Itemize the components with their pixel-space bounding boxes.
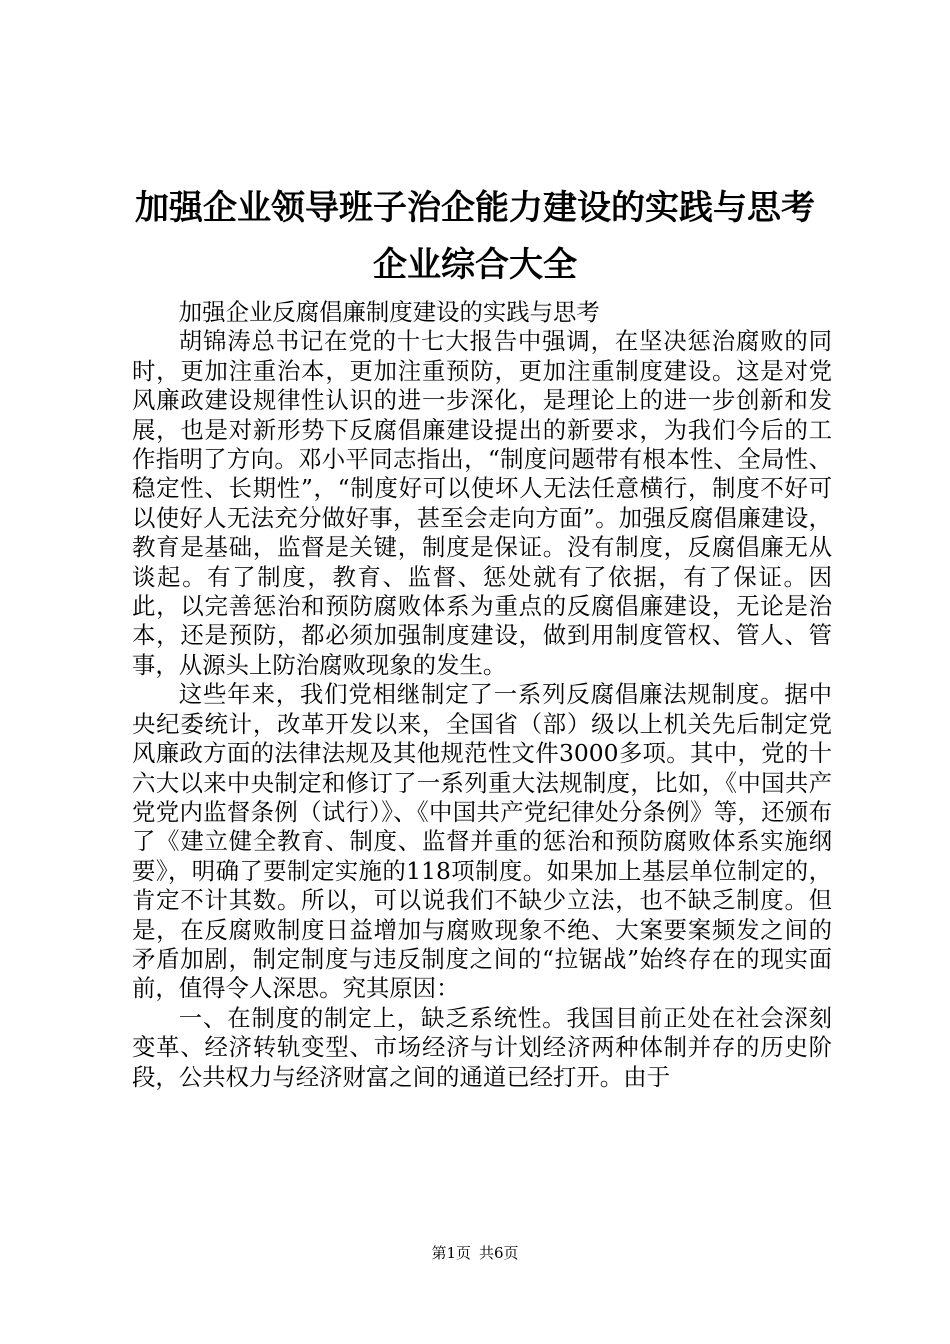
page-number: 第1页 <box>431 1244 471 1262</box>
document-title-line-2: 企业综合大全 <box>373 245 577 285</box>
document-subtitle: 加强企业反腐倡廉制度建设的实践与思考 <box>178 298 600 326</box>
page-footer <box>0 1243 950 1263</box>
document-title-line-1: 加强企业领导班子治企能力建设的实践与思考 <box>135 188 815 228</box>
paragraph: 胡锦涛总书记在党的十七大报告中强调，在坚决惩治腐败的同时，更加注重治本，更加注重预防，更加注重制度建设。这是对党风廉政建设规律性认识的进一步深化，是理论上的进一步创新和发展，也是对新形势下反腐倡廉建设提出的新要求，为我们今后的工作指明了方向。邓小平同志指出，“制度问题带有根本性、全局性、稳定性、长期性”，“制度好可以使坏人无法任意横行，制度不好可以使好人无法充分做好事，甚至会走向方面”。加强反腐倡廉建设，教育是基础，监督是关键，制度是保证。没有制度，反腐倡廉无从谈起。有了制度，教育、监督、惩处就有了依据，有了保证。因此，以完善惩治和预防腐败体系为重点的反腐倡廉建设，无论是治本，还是预防，都必须加强制度建设，做到用制度管权、管人、管事，从源头上防治腐败现象的发生。 <box>132 327 832 679</box>
page-total: 共6页 <box>479 1244 519 1262</box>
paragraph: 一、在制度的制定上，缺乏系统性。我国目前正处在社会深刻变革、经济转轨变型、市场经济与计划经济两种体制并存的历史阶段，公共权力与经济财富之间的通道已经打开。由于 <box>132 1003 832 1091</box>
paragraph: 这些年来，我们党相继制定了一系列反腐倡廉法规制度。据中央纪委统计，改革开发以来，全国省（部）级以上机关先后制定党风廉政方面的法律法规及其他规范性文件3000多项。其中，党的十六大以来中央制定和修订了一系列重大法规制度，比如，《中国共产党党内监督条例（试行）》、《中国共产党纪律处分条例》等，还颁布了《建立健全教育、制度、监督并重的惩治和预防腐败体系实施纲要》，明确了要制定实施的118项制度。如果加上基层单位制定的，肯定不计其数。所以，可以说我们不缺少立法，也不缺乏制度。但是，在反腐败制度日益增加与腐败现象不绝、大案要案频发之间的矛盾加剧，制定制度与违反制度之间的“拉锯战”始终存在的现实面前，值得令人深思。究其原因： <box>132 680 832 1003</box>
document-body <box>132 298 832 1092</box>
